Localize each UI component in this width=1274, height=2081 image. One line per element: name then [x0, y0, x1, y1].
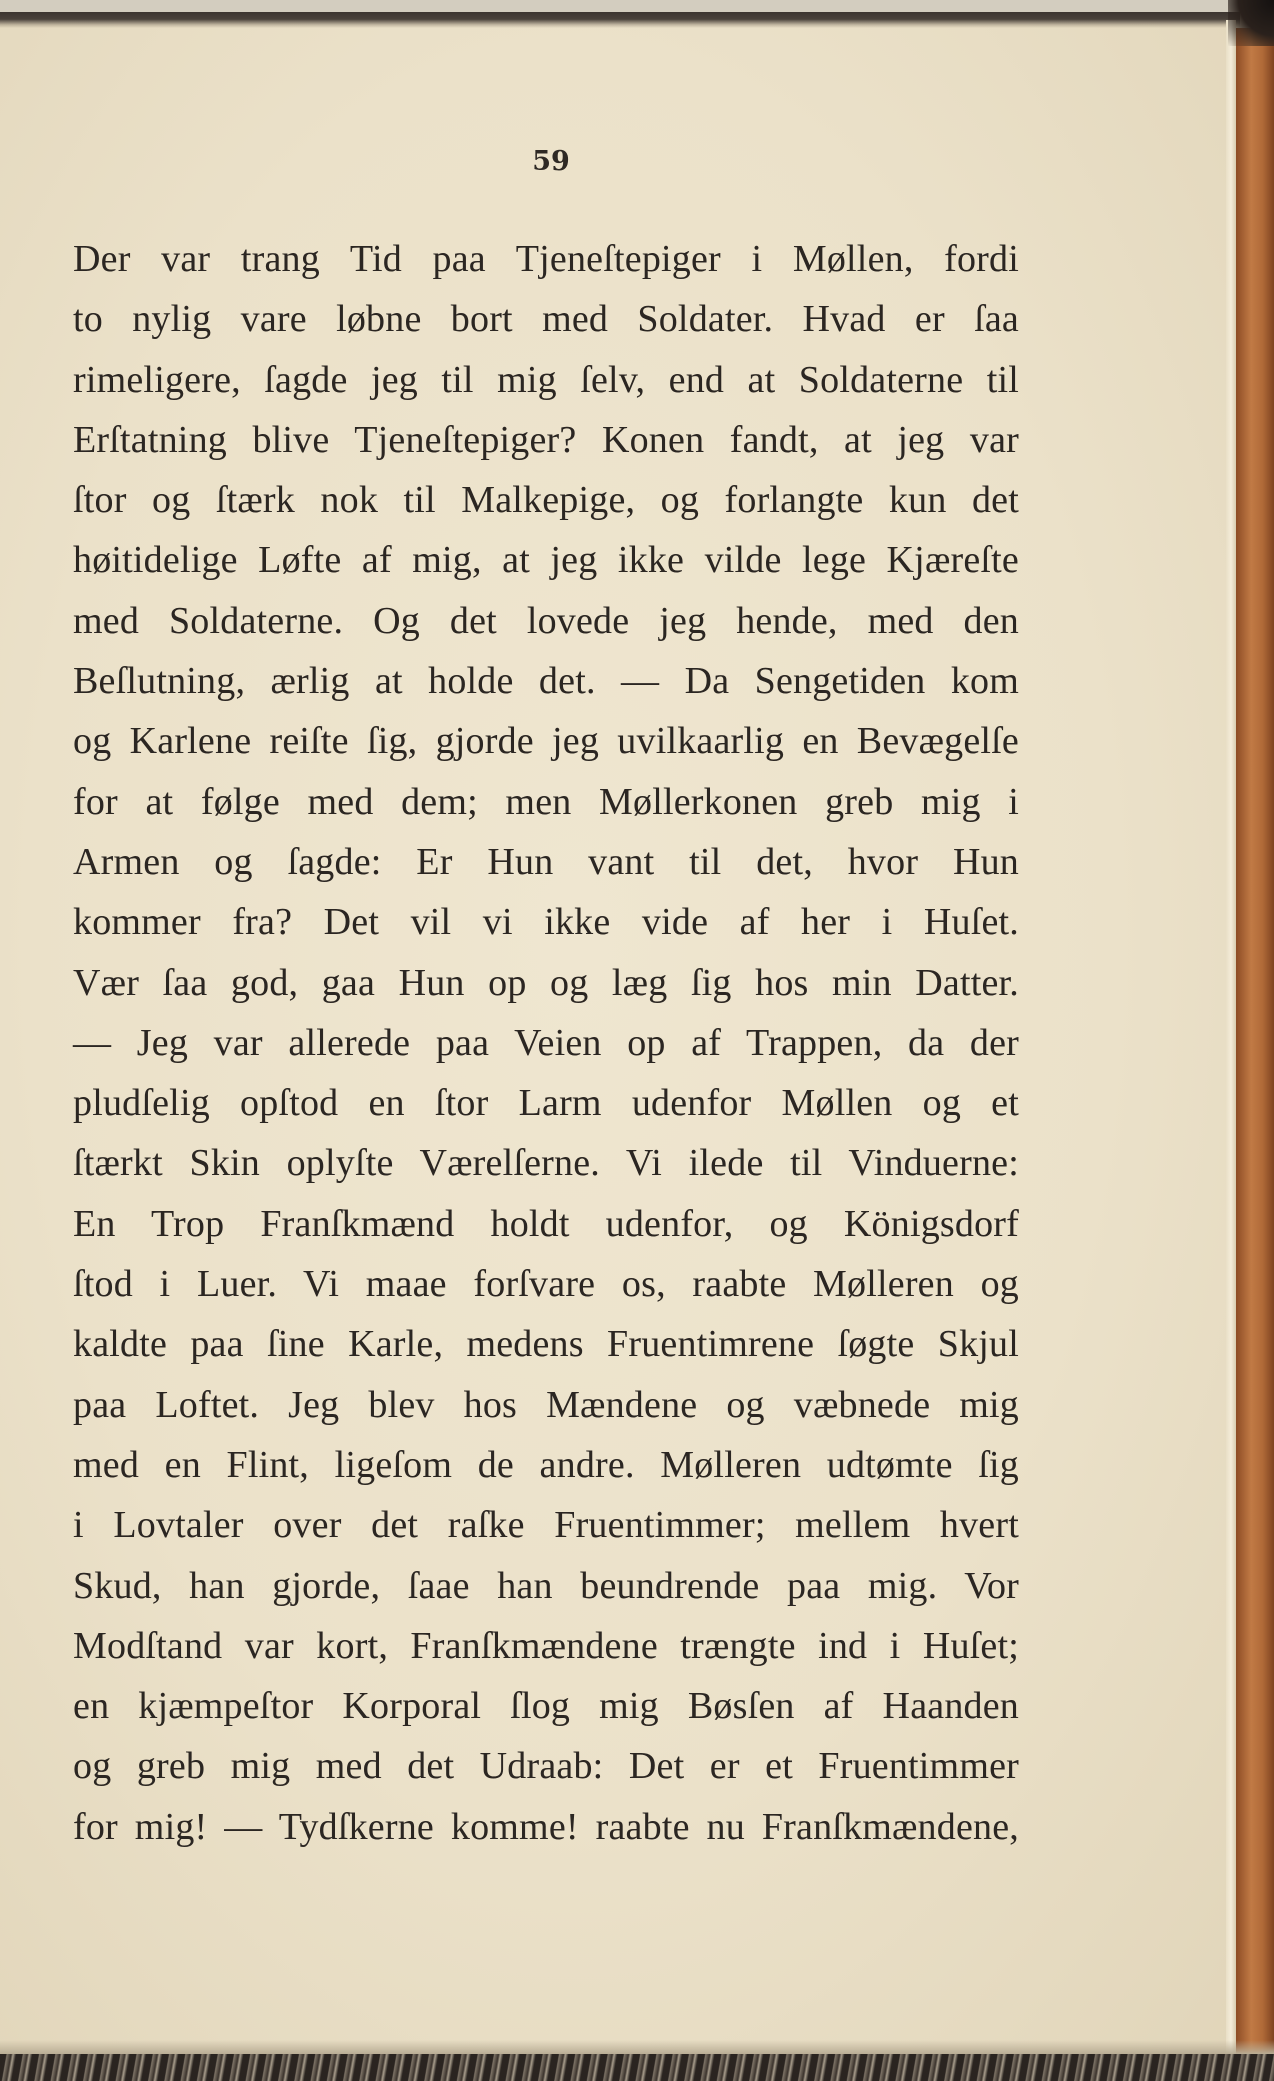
- scan-top-margin: [0, 0, 1240, 12]
- text-line: to nylig vare løbne bort med Soldater. Hvad er ſaa: [73, 298, 1019, 341]
- page-number: 59: [532, 146, 570, 177]
- text-line: ſtor og ſtærk nok til Malkepige, og forlangte kun det: [73, 479, 1019, 522]
- body-text: [73, 229, 1019, 1857]
- text-line: Vær ſaa god, gaa Hun op og læg ſig hos min Datter.: [73, 961, 1019, 1004]
- text-line: høitidelige Løfte af mig, at jeg ikke vilde lege Kjæreſte: [73, 539, 1019, 582]
- text-line: paa Loftet. Jeg blev hos Mændene og væbnede mig: [73, 1383, 1019, 1426]
- text-line: ſtod i Luer. Vi maae forſvare os, raabte Mølleren og: [73, 1263, 1019, 1306]
- scan-corner-shadow: [1228, 0, 1274, 46]
- text-line: Modſtand var kort, Franſkmændene trængte ind i Huſet;: [73, 1624, 1019, 1667]
- text-line: med Soldaterne. Og det lovede jeg hende, med den: [73, 599, 1019, 642]
- text-line: i Lovtaler over det raſke Fruentimmer; mellem hvert: [73, 1504, 1019, 1547]
- page-bottom-shadow: [0, 2040, 1274, 2054]
- book-cover-edge: [1236, 28, 1274, 2058]
- text-line: Beſlutning, ærlig at holde det. — Da Sengetiden kom: [73, 660, 1019, 703]
- text-line: kaldte paa ſine Karle, medens Fruentimrene ſøgte Skjul: [73, 1323, 1019, 1366]
- text-line: og Karlene reiſte ſig, gjorde jeg uvilkaarlig en Bevægelſe: [73, 720, 1019, 763]
- page-right-edge: [1226, 20, 1236, 2060]
- text-line: kommer fra? Det vil vi ikke vide af her i Huſet.: [73, 901, 1019, 944]
- text-line: og greb mig med det Udraab: Det er et Fruentimmer: [73, 1745, 1019, 1788]
- text-line: for at følge med dem; men Møllerkonen greb mig i: [73, 780, 1019, 823]
- text-line: Skud, han gjorde, ſaae han beundrende paa mig. Vor: [73, 1564, 1019, 1607]
- text-line: rimeligere, ſagde jeg til mig ſelv, end at Soldaterne til: [73, 358, 1019, 401]
- text-line: pludſelig opſtod en ſtor Larm udenfor Møllen og et: [73, 1082, 1019, 1125]
- text-line: Armen og ſagde: Er Hun vant til det, hvor Hun: [73, 840, 1019, 883]
- text-line: for mig! — Tydſkerne komme! raabte nu Franſkmændene,: [73, 1805, 1019, 1848]
- text-line: Der var trang Tid paa Tjeneſtepiger i Møllen, fordi: [73, 238, 1019, 280]
- text-line: en kjæmpeſtor Korporal ſlog mig Bøsſen af Haanden: [73, 1685, 1019, 1728]
- page-top-shadow: [0, 12, 1240, 28]
- text-line: ſtærkt Skin oplyſte Værelſerne. Vi ilede til Vinduerne:: [73, 1142, 1019, 1185]
- book-bottom-edge: [0, 2054, 1274, 2081]
- text-line: — Jeg var allerede paa Veien op af Trappen, da der: [73, 1021, 1019, 1064]
- text-line: En Trop Franſkmænd holdt udenfor, og Königsdorf: [73, 1202, 1019, 1245]
- text-line: med en Flint, ligeſom de andre. Mølleren udtømte ſig: [73, 1443, 1019, 1486]
- text-line: Erſtatning blive Tjeneſtepiger? Konen fandt, at jeg var: [73, 418, 1019, 461]
